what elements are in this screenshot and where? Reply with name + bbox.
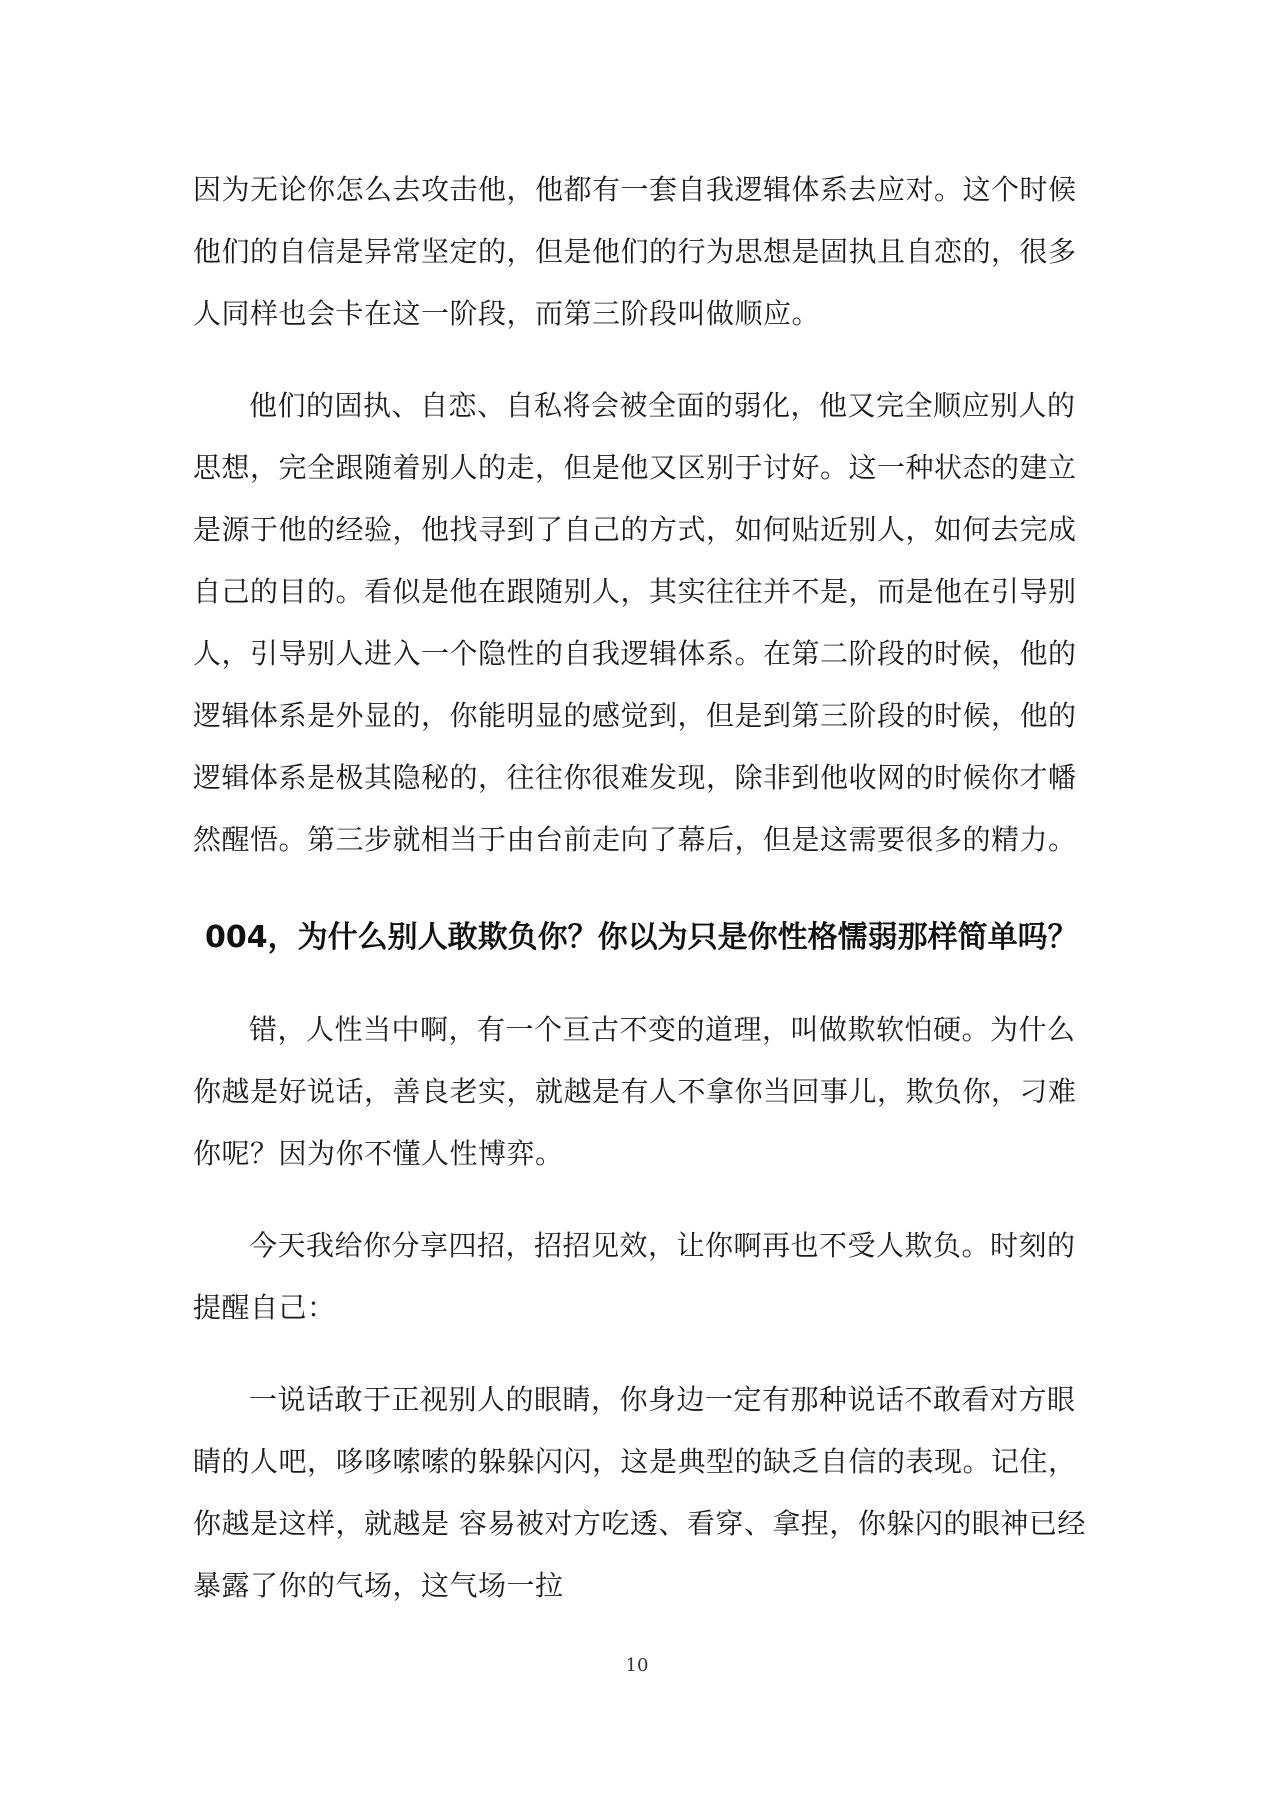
- paragraph-4: 今天我给你分享四招，招招见效，让你啊再也不受人欺负。时刻的提醒自己：: [193, 1229, 1076, 1324]
- paragraph-2: 他们的固执、自恋、自私将会被全面的弱化，他又完全顺应别人的思想，完全跟随着别人的走，但是他又区别于讨好。这一种状态的建立是源于他的经验，他找寻到了自己的方式，如何贴近别人，如何去完成自己的目的。看似是他在跟随别人，其实往往并不是，而是他在引导别人，引导别人进入一个隐性的自我逻辑体系。在第二阶段的时候，他的逻辑体系是外显的，你能明显的感觉到，但是到第三阶段的时候，他的逻辑体系是极其隐秘的，往往你很难发现，除非到他收网的时候你才幡然醒悟。第三步就相当于由台前走向了幕后，但是这需要很多的精力。: [193, 389, 1077, 856]
- paragraph-3: 错，人性当中啊，有一个亘古不变的道理，叫做欺软怕硬。为什么你越是好说话，善良老实，就越是有人不拿你当回事儿，欺负你，刁难你呢？因为你不懂人性博弈。: [193, 1013, 1077, 1170]
- section-heading: 004，为什么别人敢欺负你？你以为只是你性格懦弱那样简单吗？: [205, 920, 1078, 955]
- page-content: [193, 159, 1093, 1617]
- page-number: 10: [625, 1655, 649, 1676]
- paragraph-5: 一说话敢于正视别人的眼睛，你身边一定有那种说话不敢看对方眼睛的人吧，哆哆嗦嗦的躲躲闪闪，这是典型的缺乏自信的表现。记住，你越是这样，就越是 容易被对方吃透、看穿、拿捏，你躲闪的眼神已经暴露了你的气场，这气场一拉: [193, 1383, 1086, 1602]
- paragraph-1: 因为无论你怎么去攻击他，他都有一套自我逻辑体系去应对。这个时候他们的自信是异常坚定的，但是他们的行为思想是固执且自恋的，很多人同样也会卡在这一阶段，而第三阶段叫做顺应。: [193, 173, 1077, 330]
